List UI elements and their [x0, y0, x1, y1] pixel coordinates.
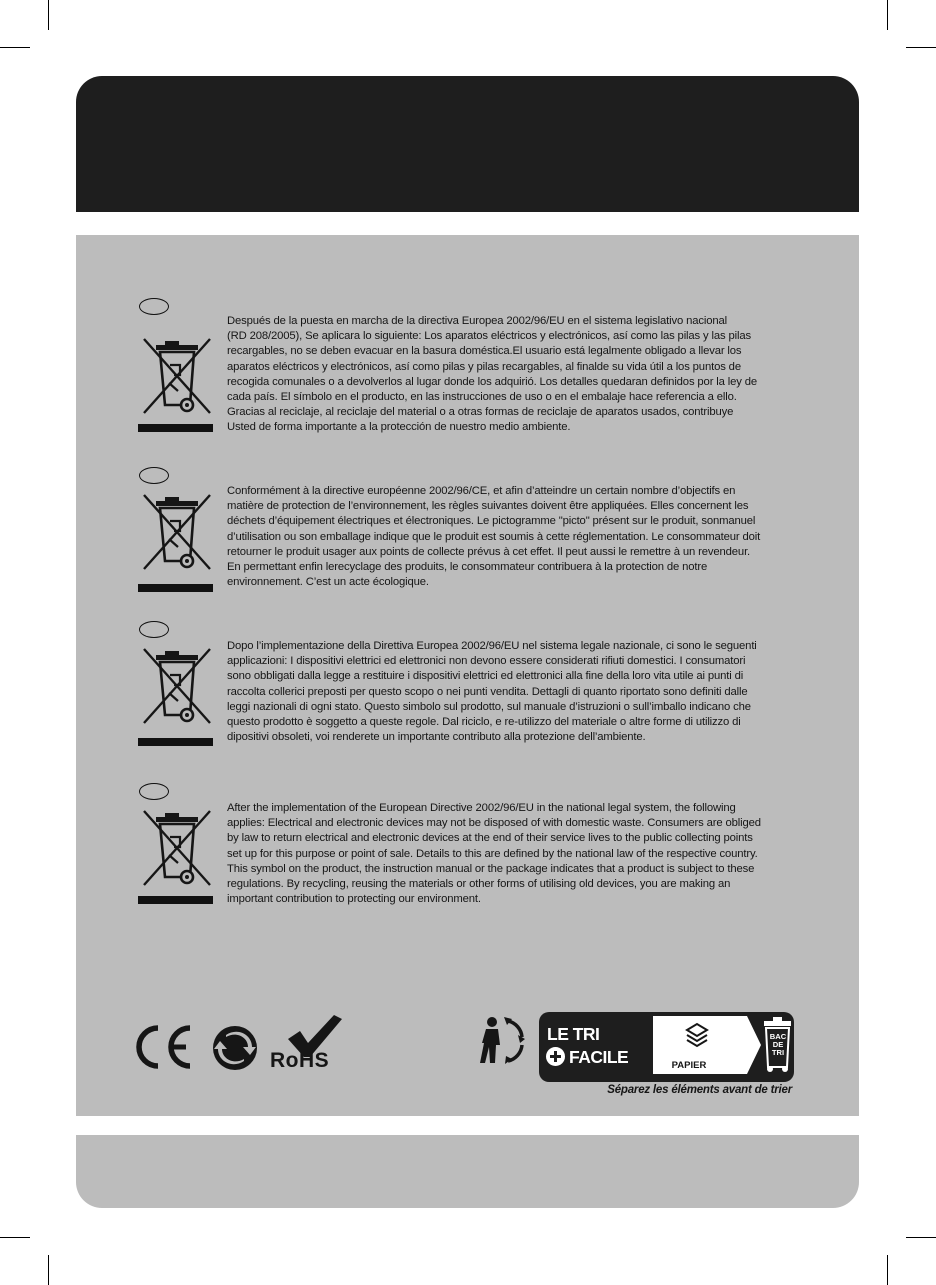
- tri-caption: Séparez les éléments avant de trier: [607, 1084, 792, 1096]
- language-oval: [139, 467, 169, 484]
- crossed-out-bin-icon: [138, 335, 214, 415]
- language-oval: [139, 783, 169, 800]
- weee-bar: [138, 896, 213, 904]
- plus-icon: [546, 1047, 565, 1066]
- weee-text-it: Dopo l’implementazione della Direttiva Europea 2002/96/EU nel sistema legale nazionale, ci sono le seguenti applicazioni: I dispositivi elettrici ed elettronici non devono essere considerati rifiuti domestici. I consumatori sono obbligati dalla legge a restituire i dispositivi elettrici ed elettronici alla fine della loro vita utile ai punti di raccolta collerici preposti per questo scopo o nei punti vendita. Dettagli di quanto riportato sono definiti dalle leggi nazionali di ogni stato. Questo simbolo sul prodotto, sul manuale d’istruzioni o sull’imballo indicano che questo prodotto è soggetto a queste regole. Dal riciclo, e re-utilizzo del materiale o altre forme di utilizzo di dipositivi obsoleti, voi renderete un importante contributo alla protezione dell’ambiente.: [227, 640, 757, 744]
- crossed-out-bin-icon: [138, 645, 214, 725]
- crop-mark: [906, 1237, 936, 1238]
- weee-text-es: Después de la puesta en marcha de la directiva Europea 2002/96/EU en el sistema legislativo nacional (RD 208/2005), Se aplicara lo siguiente: Los aparatos eléctricos y electrónicos, así como las pilas y las pilas recargables, no se deben evacuar en la basura doméstica.El usuario está legalmente obligado a llevar los aparatos eléctricos y electrónicos, así como pilas y pilas recargables, al finalde su vida útil a los puntos de recogida comunales o a devolverlos al lugar donde los adquirió. Los detalles quedaran definidos por la ley de cada país. El símbolo en el producto, en las instrucciones de uso o en el embalaje hace referencia a ello. Gracias al reciclaje, al reciclaje del material o a otras formas de reciclaje de aparatos usados, contribuye Usted de forma importante a la protección de nuestro medio ambiente.: [227, 315, 758, 434]
- papier-label: PAPIER: [671, 1060, 707, 1071]
- crossed-out-bin-icon: [138, 807, 214, 887]
- crop-mark: [48, 0, 49, 30]
- crop-mark: [887, 1255, 888, 1285]
- crossed-out-bin-icon: [138, 491, 214, 571]
- crop-mark: [0, 1237, 30, 1238]
- language-oval: [139, 621, 169, 638]
- green-dot-icon: [212, 1025, 258, 1071]
- weee-bar: [138, 424, 213, 432]
- weee-panel: [76, 235, 859, 1116]
- crop-mark: [0, 47, 30, 48]
- weee-bar: [138, 738, 213, 746]
- tri-line2: FACILE: [569, 1047, 629, 1067]
- header-bar: [76, 76, 859, 212]
- triman-icon: [478, 1015, 526, 1067]
- ce-mark-icon: [128, 1025, 194, 1069]
- weee-text-en: After the implementation of the European Directive 2002/96/EU in the national legal system, the following applies: Electrical and electronic devices may not be disposed of with domestic waste. Consumers are obliged by law to return electrical and electronic devices at the end of their service lives to the public collecting points set up for this purpose or point of sale. Details to this are defined by the national law of the respective country. This symbol on the product, the instruction manual or the package indicates that a product is subject to these regulations. By recycling, reusing the materials or other forms of utilising old devices, you are making an important contribution to protecting our environment.: [227, 802, 761, 906]
- weee-text-fr: Conformément à la directive européenne 2002/96/CE, et afin d’atteindre un certain nombre d’objectifs en matière de protection de l’environnement, les règles suivantes doivent être appliquées. Elles concernent les déchets d’équipement électriques et électroniques. Le pictogramme "picto" présent sur le produit, sonmanuel d’utilisation ou son emballage indique que le produit est soumis à cette réglementation. Le consommateur doit retourner le produit usager aux points de collecte prévus à cet effet. Il peut aussi le remettre à un revendeur. En permettant enfin lerecyclage des produits, le consommateur contribuera à la protection de notre environnement. C’est un acte écologique.: [227, 485, 761, 589]
- tri-line1: LE TRI: [547, 1024, 600, 1044]
- bac-de-tri-label: BAC DE TRI: [769, 1032, 787, 1058]
- weee-bar: [138, 584, 213, 592]
- crop-mark: [48, 1255, 49, 1285]
- footer-bar: [76, 1135, 859, 1208]
- le-tri-facile-badge: [539, 1012, 794, 1082]
- language-oval: [139, 298, 169, 315]
- crop-mark: [887, 0, 888, 30]
- rohs-label: RoHS: [270, 1049, 330, 1072]
- crop-mark: [906, 47, 936, 48]
